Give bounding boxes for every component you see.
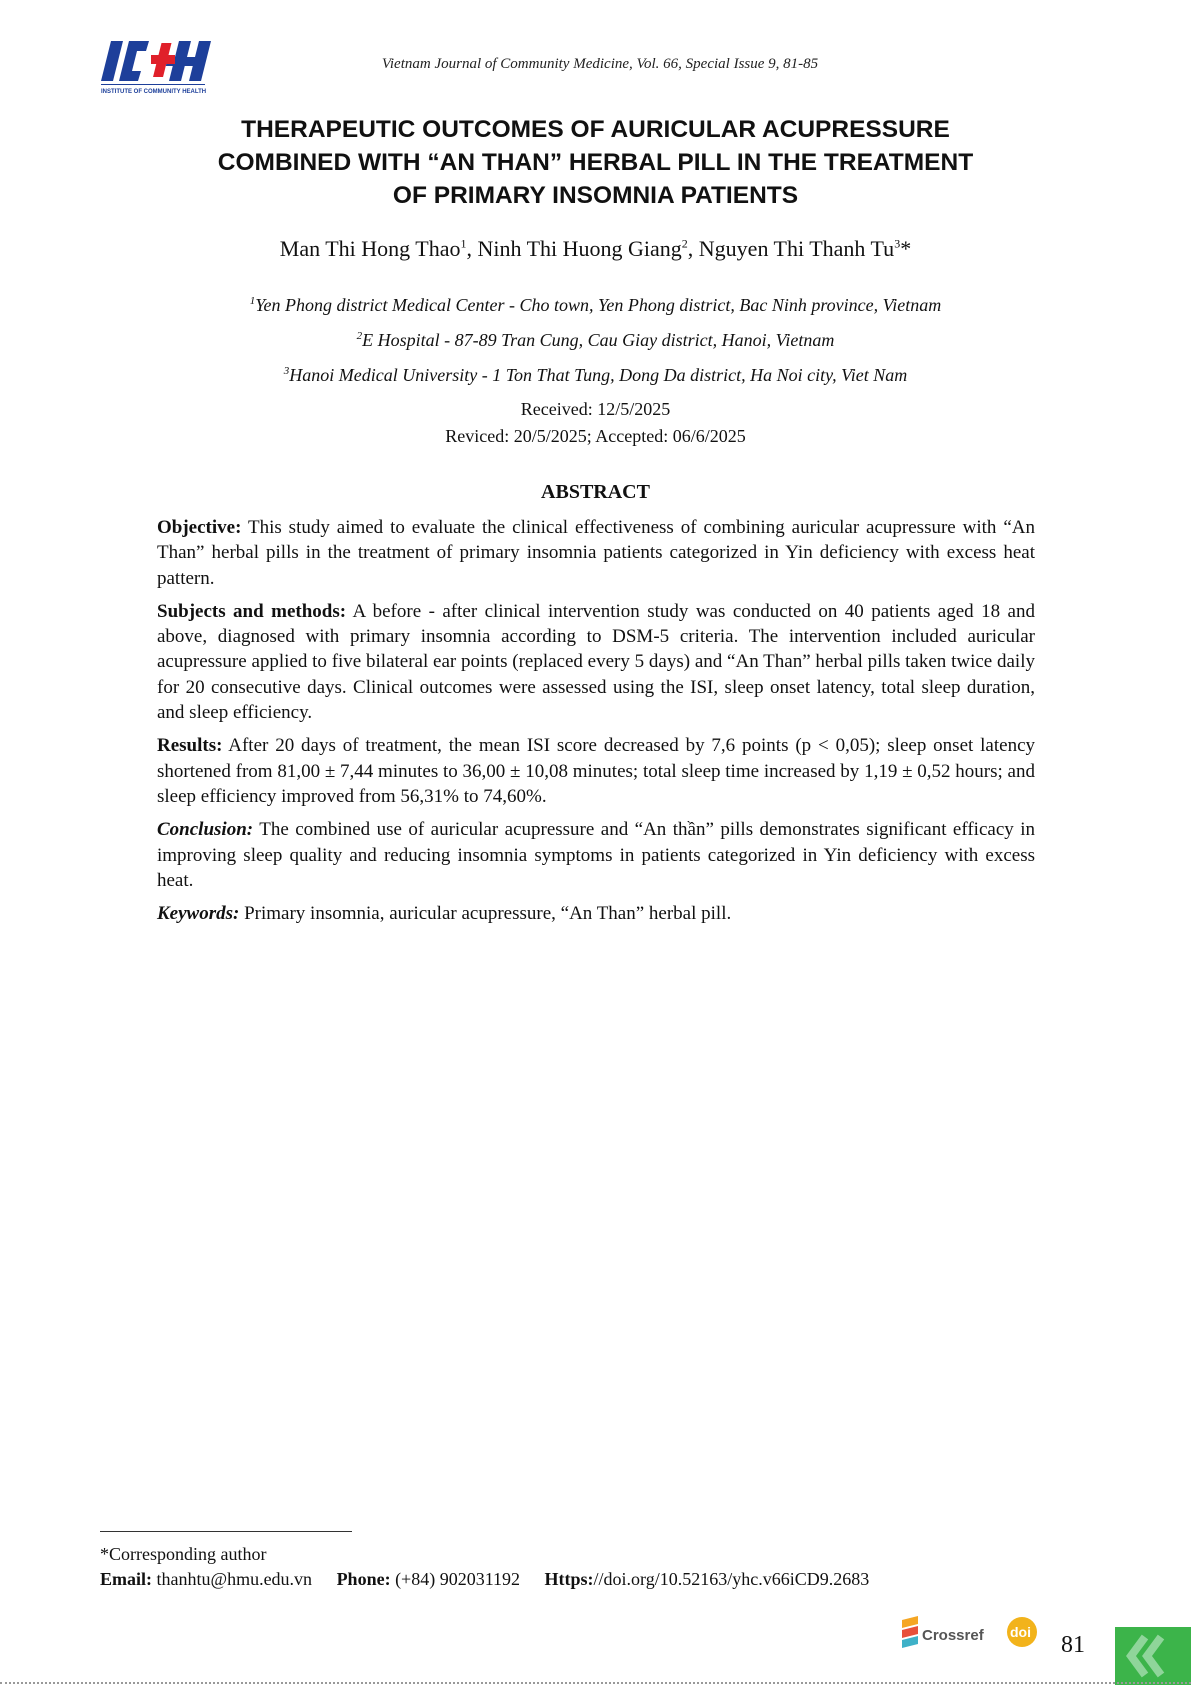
- abstract-methods: [157, 599, 1035, 725]
- keywords-label: Keywords:: [157, 903, 240, 925]
- revised-accepted-date: Reviced: 20/5/2025; Accepted: 06/6/2025: [445, 426, 746, 446]
- phone-value: (+84) 902031192: [390, 1569, 521, 1589]
- affiliation-item: [120, 356, 1071, 391]
- affiliation-number: 1: [249, 295, 256, 307]
- abstract-results: [157, 733, 1035, 809]
- journal-line: Vietnam Journal of Community Medicine, Vol. 66, Special Issue 9, 81-85: [381, 56, 819, 72]
- author-name: Ninh Thi Huong Giang: [477, 236, 682, 261]
- received-date: Received: 12/5/2025: [520, 399, 671, 419]
- abstract-body: [157, 515, 1035, 934]
- affiliation-text: Hanoi Medical University - 1 Ton That Tung, Dong Da district, Ha Noi city, Viet Nam: [289, 365, 908, 385]
- title-line-3: OF PRIMARY INSOMNIA PATIENTS: [392, 182, 799, 209]
- previous-page-icon[interactable]: [1115, 1627, 1191, 1685]
- author-affiliation-mark: 3: [894, 236, 901, 251]
- objective-text: This study aimed to evaluate the clinical effectiveness of combining auricular acupressure with “An Than” herbal pills in the treatment of primary insomnia patients categorized in Yin deficiency with excess heat pattern.: [157, 517, 1035, 589]
- affiliation-number: 3: [283, 365, 290, 377]
- corresponding-label: *Corresponding author: [100, 1544, 267, 1564]
- affiliation-list: [120, 286, 1071, 391]
- footnote-divider: [100, 1531, 352, 1532]
- doi-text: doi: [1010, 1624, 1031, 1640]
- affiliation-text: E Hospital - 87-89 Tran Cung, Cau Giay district, Hanoi, Vietnam: [362, 330, 835, 350]
- results-text: After 20 days of treatment, the mean ISI score decreased by 7,6 points (p < 0,05); sleep onset latency shortened from 81,00 ± 7,44 minutes to 36,00 ± 10,08 minutes; total sleep time increased by 1,19 ± 0,52 hours; and sleep efficiency improved from 56,31% to 74,60%.: [157, 735, 1035, 807]
- doi-label: Https:: [544, 1569, 594, 1589]
- abstract-objective: [157, 515, 1035, 591]
- email-label: Email:: [100, 1569, 152, 1589]
- phone-label: Phone:: [336, 1569, 391, 1589]
- results-label: Results:: [157, 735, 223, 757]
- paper-title: [170, 113, 1021, 212]
- abstract-keywords: [157, 901, 1035, 926]
- logo-caption: INSTITUTE OF COMMUNITY HEALTH: [101, 89, 207, 95]
- author-name: Man Thi Hong Thao: [279, 236, 461, 261]
- doi-link[interactable]: //doi.org/10.52163/yhc.v66iCD9.2683: [593, 1569, 870, 1589]
- page-number: 81: [1061, 1632, 1085, 1658]
- abstract-heading: ABSTRACT: [541, 481, 650, 503]
- corresponding-author-footnote: [100, 1542, 1100, 1592]
- affiliation-number: 2: [356, 330, 363, 342]
- conclusion-label: Conclusion:: [157, 819, 254, 841]
- crossref-doi-logo[interactable]: [902, 1614, 1038, 1652]
- author-separator: *: [900, 236, 912, 261]
- affiliation-item: [120, 286, 1071, 321]
- keywords-text: Primary insomnia, auricular acupressure, “An Than” herbal pill.: [239, 903, 732, 925]
- author-separator: ,: [466, 236, 478, 261]
- affiliation-item: [120, 321, 1071, 356]
- crossref-text: Crossref: [922, 1627, 984, 1644]
- author-affiliation-mark: 1: [460, 236, 467, 251]
- author-list: [120, 236, 1071, 262]
- title-line-1: THERAPEUTIC OUTCOMES OF AURICULAR ACUPRESSURE: [241, 116, 950, 143]
- title-line-2: COMBINED WITH “AN THAN” HERBAL PILL IN THE TREATMENT: [217, 149, 974, 176]
- objective-label: Objective:: [157, 517, 242, 538]
- institute-logo: [101, 37, 213, 97]
- email-link[interactable]: thanhtu@hmu.edu.vn: [152, 1569, 313, 1589]
- author-separator: ,: [687, 236, 699, 261]
- contact-line: [100, 1567, 1100, 1592]
- methods-label: Subjects and methods:: [157, 600, 347, 622]
- submission-dates: [300, 396, 891, 450]
- crossref-mark-icon: [902, 1616, 918, 1628]
- author-affiliation-mark: 2: [681, 236, 688, 251]
- affiliation-text: Yen Phong district Medical Center - Cho town, Yen Phong district, Bac Ninh province, Vietnam: [255, 295, 942, 315]
- author-name: Nguyen Thi Thanh Tu: [698, 236, 895, 261]
- page-bottom-border: [0, 1682, 1191, 1684]
- conclusion-text: The combined use of auricular acupressure and “An thần” pills demonstrates significant efficacy in improving sleep quality and reducing insomnia symptoms in patients categorized in Yin deficiency with excess heat.: [157, 819, 1035, 891]
- methods-text: A before - after clinical intervention study was conducted on 40 patients aged 18 and above, diagnosed with primary insomnia according to DSM-5 criteria. The intervention included auricular acupressure applied to five bilateral ear points (replaced every 5 days) and “An Than” herbal pills taken twice daily for 20 consecutive days. Clinical outcomes were assessed using the ISI, sleep onset latency, total sleep duration, and sleep efficiency.: [157, 600, 1035, 724]
- abstract-conclusion: [157, 817, 1035, 893]
